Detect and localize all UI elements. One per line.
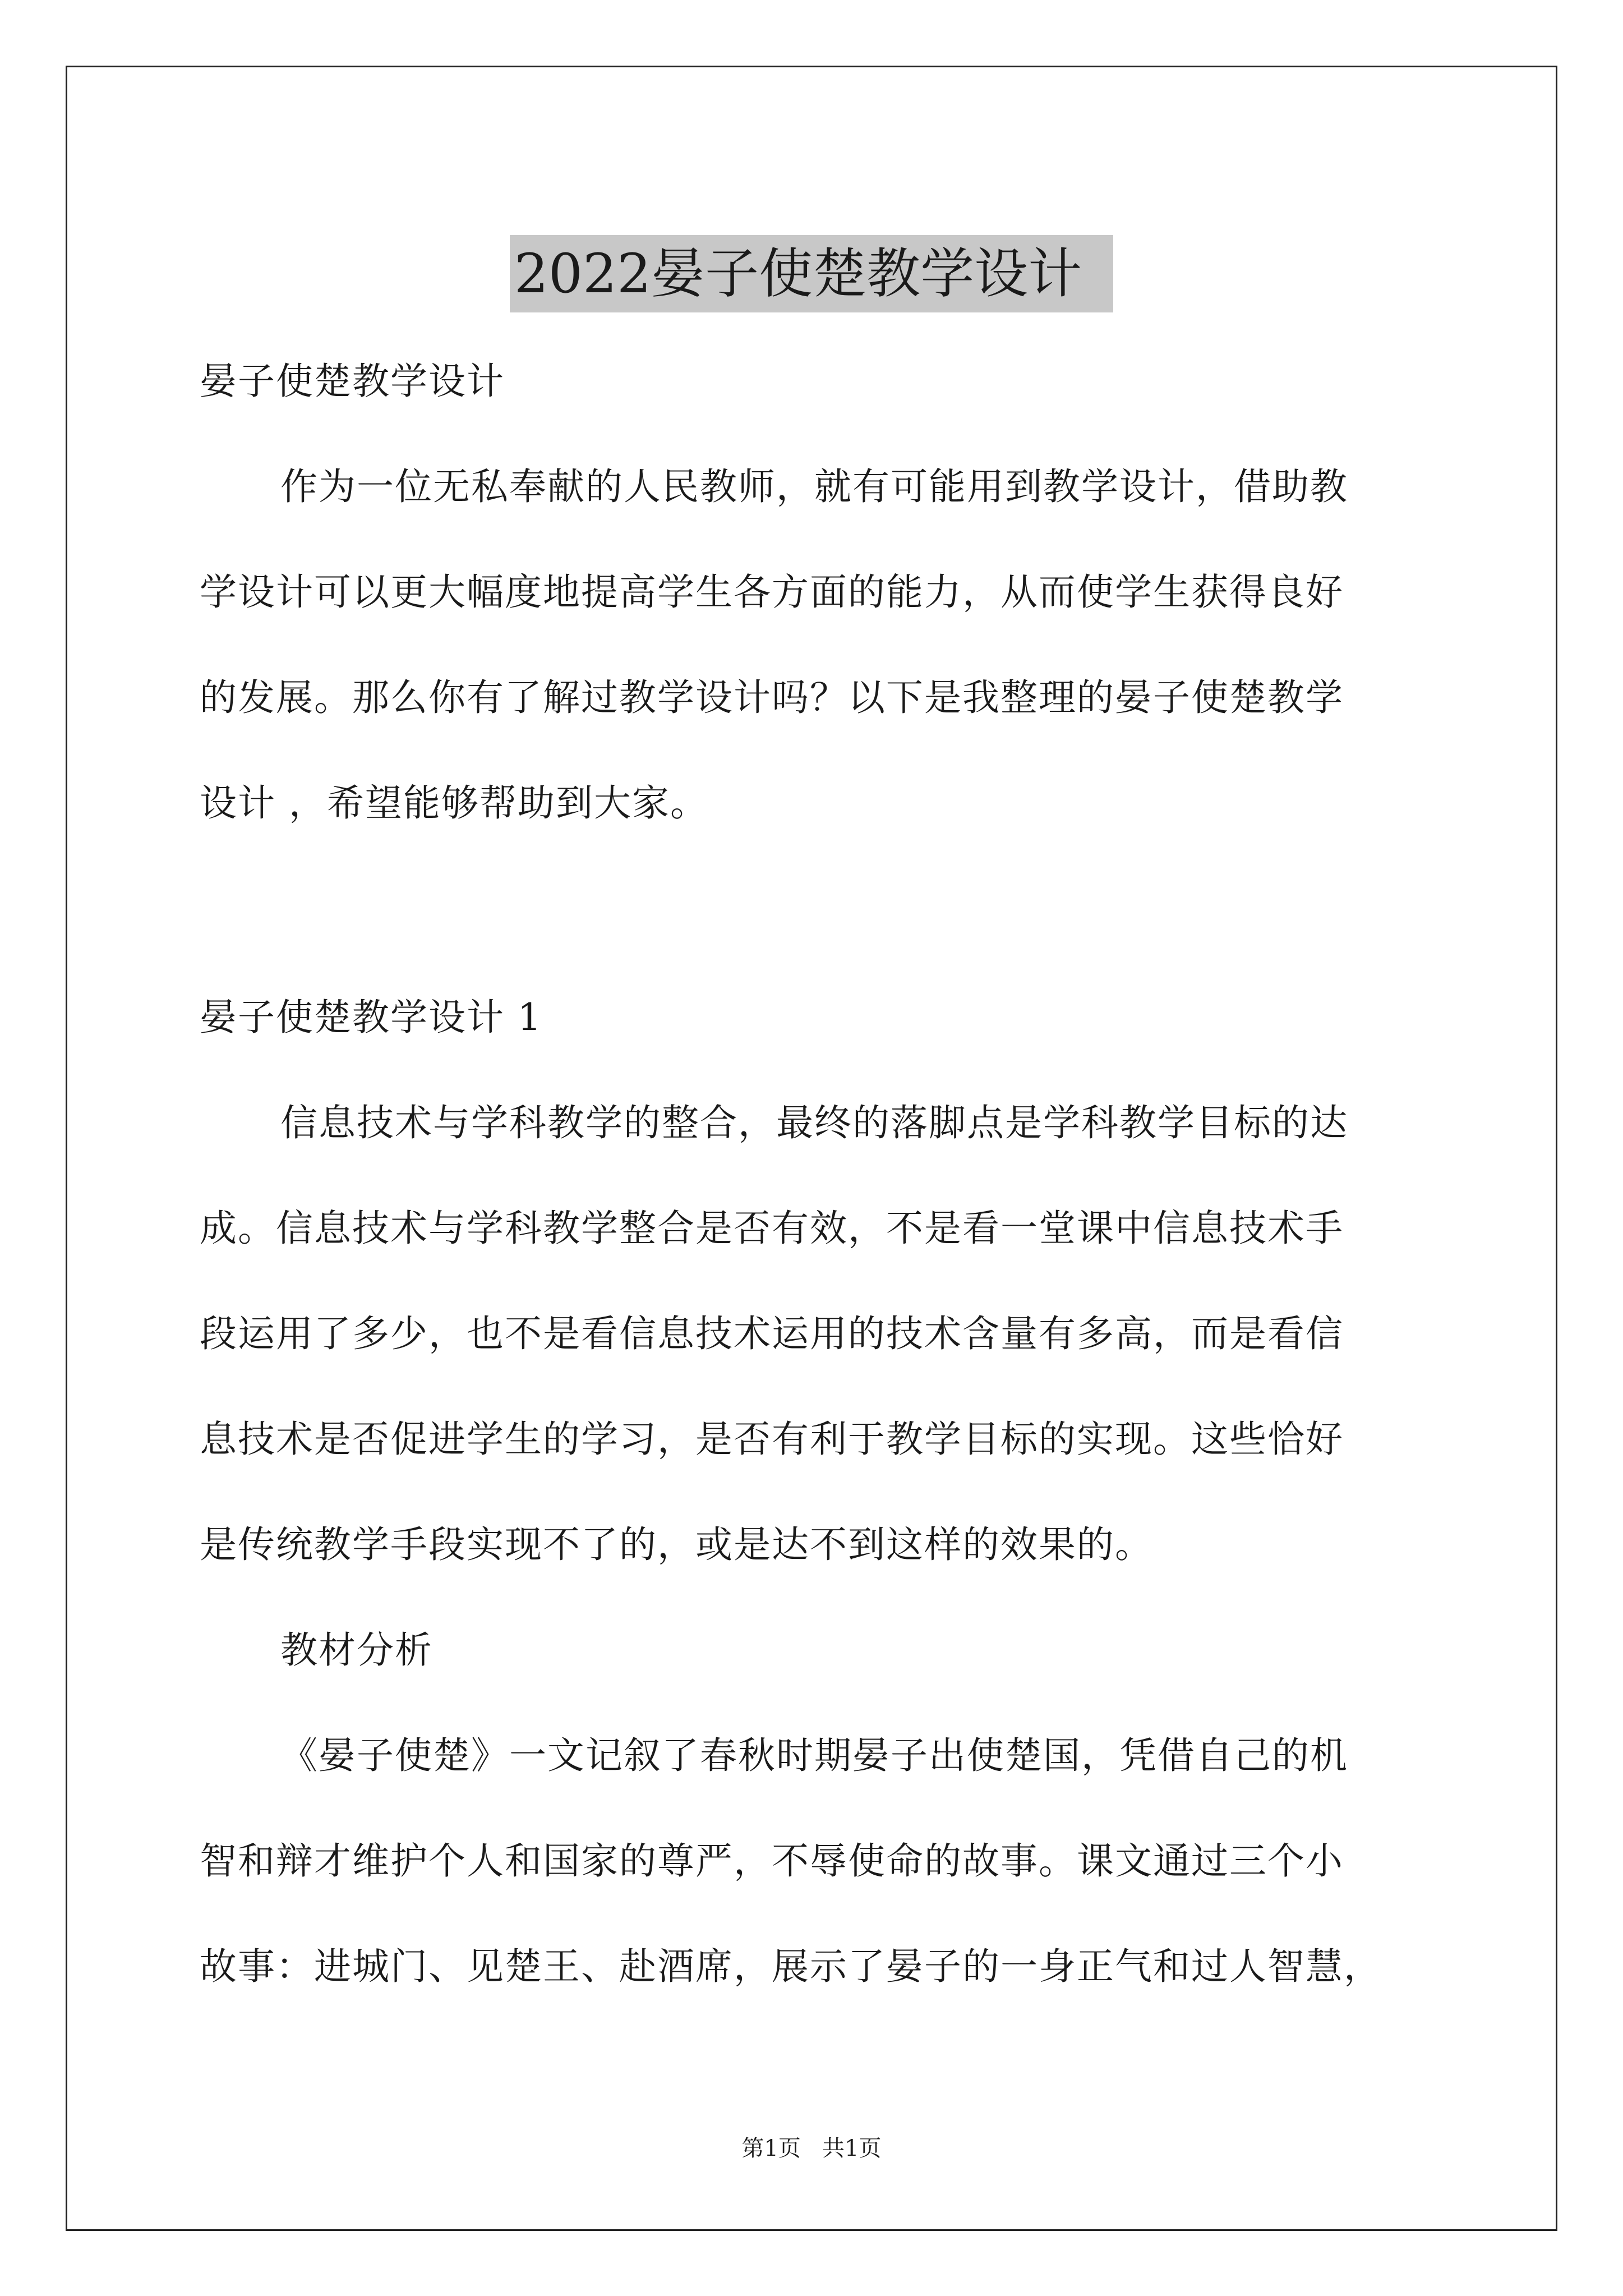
paragraph-line: 的发展。那么你有了解过教学设计吗？以下是我整理的晏子使楚教学 <box>200 676 1344 719</box>
paragraph-line: 成。信息技术与学科教学整合是否有效，不是看一堂课中信息技术手 <box>200 1207 1344 1250</box>
paragraph-line: 信息技术与学科教学的整合，最终的落脚点是学科教学目标的达 <box>280 1101 1348 1144</box>
document-title: 2022晏子使楚教学设计 <box>510 235 1113 312</box>
paragraph-line: 息技术是否促进学生的学习，是否有利于教学目标的实现。这些恰好 <box>200 1418 1344 1461</box>
title-container <box>0 199 1623 349</box>
paragraph-line: 《晏子使楚》一文记叙了春秋时期晏子出使楚国，凭借自己的机 <box>280 1734 1348 1777</box>
paragraph-line: 学设计可以更大幅度地提高学生各方面的能力，从而使学生获得良好 <box>200 570 1344 614</box>
subsection-heading: 教材分析 <box>280 1628 433 1672</box>
section-heading: 晏子使楚教学设计 1 <box>200 996 542 1039</box>
paragraph-line: 作为一位无私奉献的人民教师，就有可能用到教学设计，借助教 <box>280 465 1348 508</box>
paragraph-line: 是传统教学手段实现不了的，或是达不到这样的效果的。 <box>200 1523 1153 1566</box>
paragraph-line: 段运用了多少，也不是看信息技术运用的技术含量有多高，而是看信 <box>200 1312 1344 1355</box>
paragraph-line: 故事：进城门、见楚王、赴酒席，展示了晏子的一身正气和过人智慧， <box>200 1945 1382 1988</box>
page-footer: 第1页 共1页 <box>741 2136 882 2161</box>
subtitle-line: 晏子使楚教学设计 <box>200 360 505 403</box>
paragraph-line: 智和辩才维护个人和国家的尊严，不辱使命的故事。课文通过三个小 <box>200 1839 1344 1883</box>
paragraph-line: 设计 ，希望能够帮助到大家。 <box>200 781 708 825</box>
